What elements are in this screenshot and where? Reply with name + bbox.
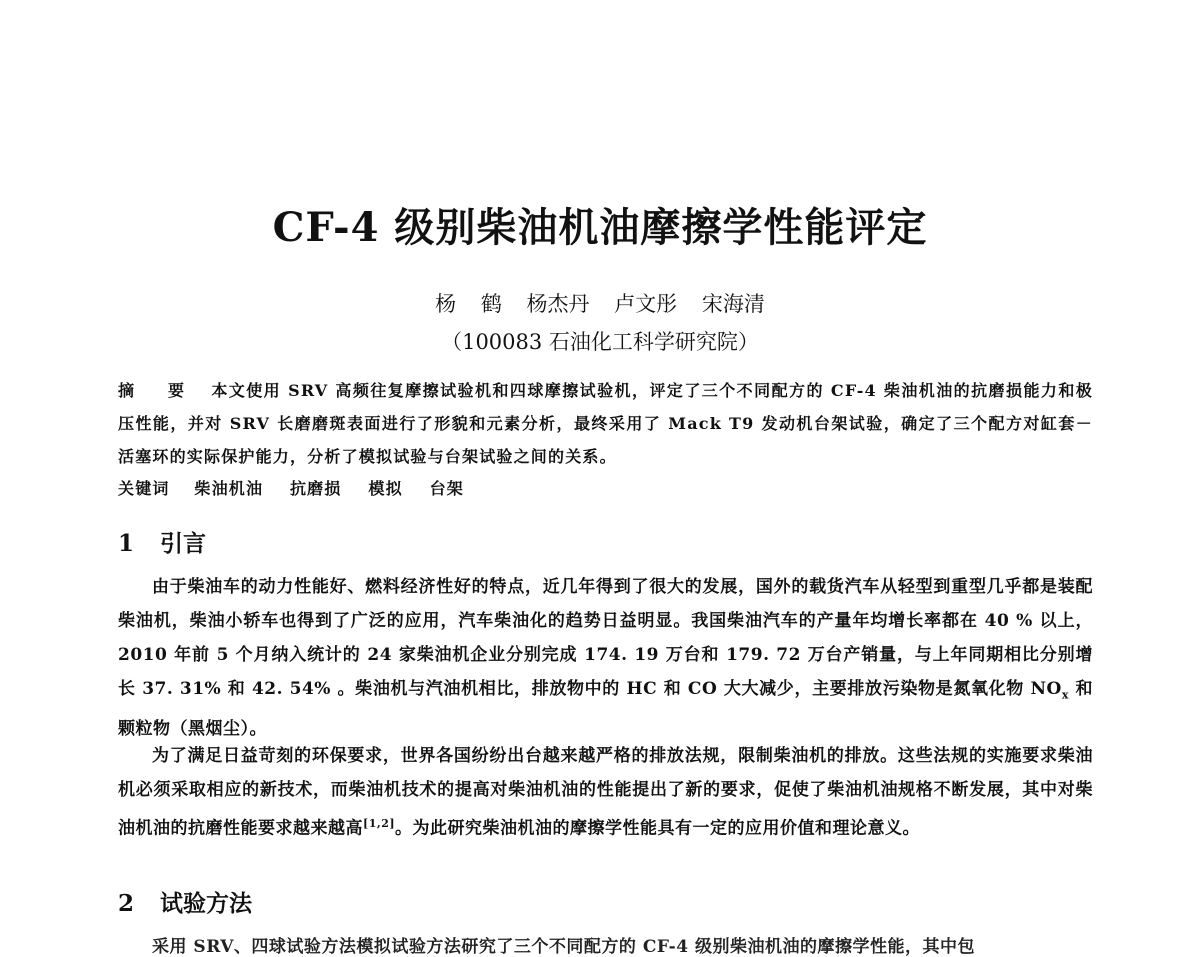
keyword: 柴油机油 bbox=[194, 479, 264, 498]
section-heading-methods bbox=[118, 885, 252, 918]
section-heading-introduction bbox=[118, 525, 206, 558]
section-number: 1 bbox=[118, 530, 135, 557]
author-list: 杨 鹤 杨杰丹 卢文彤 宋海清 bbox=[435, 292, 765, 316]
affiliation: （100083 石油化工科学研究院） bbox=[441, 330, 759, 354]
section-number: 2 bbox=[118, 890, 135, 917]
citation-ref: [1,2] bbox=[363, 817, 396, 830]
abstract bbox=[118, 374, 1093, 473]
abstract-text: 本文使用 SRV 高频往复摩擦试验机和四球摩擦试验机，评定了三个不同配方的 CF-4 柴油机油的抗磨损能力和极压性能，并对 SRV 长磨磨斑表面进行了形貌和元素分析，最终采用了 Mack T9 发动机台架试验，确定了三个配方对缸套－活塞环的实际保护能力，分析了模拟试验与台架试验之间的关系。 bbox=[118, 381, 1093, 466]
cut-off-line: 采用 SRV、四球试验方法模拟试验方法研究了三个不同配方的 CF-4 级别柴油机油的摩擦学性能，其中包 bbox=[152, 937, 975, 957]
keyword: 抗磨损 bbox=[289, 479, 342, 498]
paragraph-text: 和颗粒物（黑烟尘）。 bbox=[118, 679, 1093, 740]
paragraph bbox=[118, 570, 1093, 746]
subscript: x bbox=[1061, 688, 1069, 702]
abstract-label: 摘 要 bbox=[118, 381, 199, 400]
paragraph bbox=[118, 739, 1093, 846]
section-title: 引言 bbox=[160, 531, 206, 557]
keyword: 模拟 bbox=[368, 479, 403, 498]
paragraph-text: 。为此研究柴油机油的摩擦学性能具有一定的应用价值和理论意义。 bbox=[395, 818, 921, 839]
paragraph-text: 由于柴油车的动力性能好、燃料经济性好的特点，近几年得到了很大的发展，国外的载货汽车从轻型到重型几乎都是装配柴油机，柴油小轿车也得到了广泛的应用，汽车柴油化的趋势日益明显。我国柴油汽车的产量年均增长率都在 40 % 以上，2010 年前 5 个月纳入统计的 24 家柴油机企业分别完成 174. 19 万台和 179. 72 万台产销量，与上年同期相比分别增长 37. 31% 和 42. 54% 。柴油机与汽油机相比，排放物中的 HC 和 CO 大大减少，主要排放污染物是氮氧化物 NO bbox=[118, 577, 1093, 699]
keywords-label: 关键词 bbox=[118, 479, 170, 498]
paper-title: CF-4 级别柴油机油摩擦学性能评定 bbox=[272, 204, 928, 251]
paragraph-text: 为了满足日益苛刻的环保要求，世界各国纷纷出台越来越严格的排放法规，限制柴油机的排放。这些法规的实施要求柴油机必须采取相应的新技术，而柴油机技术的提高对柴油机油的性能提出了新的要求，促使了柴油机油规格不断发展，其中对柴油机油的抗磨性能要求越来越高 bbox=[118, 746, 1093, 839]
keyword: 台架 bbox=[429, 479, 464, 498]
keywords bbox=[118, 476, 1093, 499]
section-title: 试验方法 bbox=[160, 891, 252, 917]
